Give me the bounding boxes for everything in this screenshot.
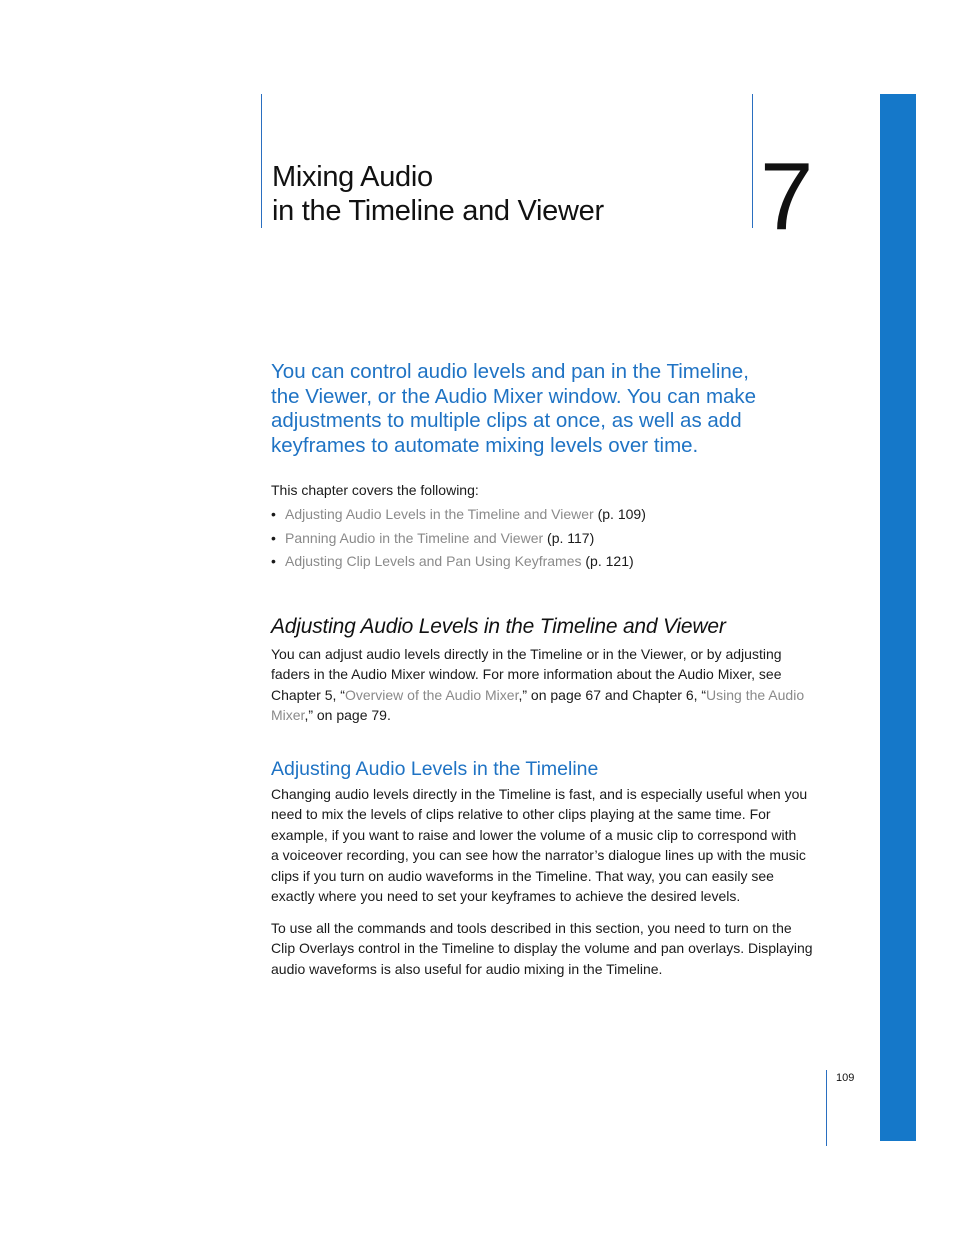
bullet: • [271, 553, 276, 570]
title-left-rule [261, 94, 262, 228]
text: ,” on page 79. [304, 707, 391, 724]
intro-line: keyframes to automate mixing levels over time. [271, 434, 699, 458]
intro-line: the Viewer, or the Audio Mixer window. You can make [271, 384, 757, 408]
paragraph-line [271, 705, 827, 725]
subsection-paragraph [271, 784, 827, 906]
chapter-title-line-2: in the Timeline and Viewer [272, 195, 604, 227]
paragraph-line: need to mix the levels of clips relative to other clips playing at the same time. For [271, 806, 771, 823]
cross-reference-link[interactable]: Using the Audio [706, 686, 805, 703]
covers-label: This chapter covers the following: [271, 482, 479, 498]
paragraph-line: faders in the Audio Mixer window. For more information about the Audio Mixer, see [271, 666, 782, 683]
paragraph-line [271, 685, 827, 705]
paragraph-line: audio waveforms is also useful for audio mixing in the Timeline. [271, 960, 663, 977]
chapter-tab [880, 94, 916, 1141]
subsection-heading: Adjusting Audio Levels in the Timeline [271, 758, 599, 780]
cross-reference-link[interactable]: Overview of the Audio Mixer [344, 686, 519, 703]
toc-link[interactable]: Panning Audio in the Timeline and Viewer [285, 529, 544, 546]
paragraph-line: exactly where you need to set your keyframes to achieve the desired levels. [271, 888, 741, 905]
intro-line: You can control audio levels and pan in the Timeline, [271, 360, 749, 383]
toc-link[interactable]: Adjusting Clip Levels and Pan Using Keyframes [285, 553, 582, 570]
toc-item [271, 550, 646, 574]
paragraph-line: You can adjust audio levels directly in the Timeline or in the Viewer, or by adjusting [271, 646, 782, 662]
bullet: • [271, 506, 276, 522]
paragraph-line: example, if you want to raise and lower the volume of a music clip to correspond with [271, 826, 797, 843]
bullet: • [271, 529, 276, 546]
chapter-number-rule [752, 94, 753, 228]
paragraph-line: a voiceover recording, you can see how the narrator’s dialogue lines up with the music [271, 847, 806, 864]
chapter-title [272, 160, 732, 228]
page-number-rule [826, 1070, 827, 1146]
chapter-number: 7 [760, 143, 814, 250]
toc-item [271, 527, 646, 551]
subsection-paragraph [271, 918, 827, 979]
toc-page: (p. 117) [543, 529, 595, 546]
paragraph-line: Clip Overlays control in the Timeline to display the volume and pan overlays. Displaying [271, 940, 813, 957]
section-heading: Adjusting Audio Levels in the Timeline and Viewer [271, 615, 726, 638]
text: ,” on page 67 and Chapter 6, “ [518, 686, 707, 703]
toc-item [271, 503, 646, 527]
section-paragraph [271, 644, 827, 726]
page-number: 109 [836, 1072, 855, 1084]
text: Chapter 5, “ [271, 686, 345, 703]
intro-line: adjustments to multiple clips at once, as well as add [271, 409, 742, 433]
paragraph-line: clips if you turn on audio waveforms in the Timeline. That way, you can easily see [271, 867, 774, 884]
toc-page: (p. 121) [581, 553, 634, 570]
chapter-intro [271, 360, 771, 459]
chapter-title-line-1: Mixing Audio [272, 161, 433, 193]
toc-page: (p. 109) [593, 506, 646, 522]
chapter-contents [271, 503, 646, 574]
paragraph-line: To use all the commands and tools described in this section, you need to turn on the [271, 920, 792, 936]
toc-link[interactable]: Adjusting Audio Levels in the Timeline and Viewer [285, 506, 594, 522]
paragraph-line: Changing audio levels directly in the Timeline is fast, and is especially useful when you [271, 786, 808, 802]
cross-reference-link[interactable]: Mixer [271, 707, 305, 724]
